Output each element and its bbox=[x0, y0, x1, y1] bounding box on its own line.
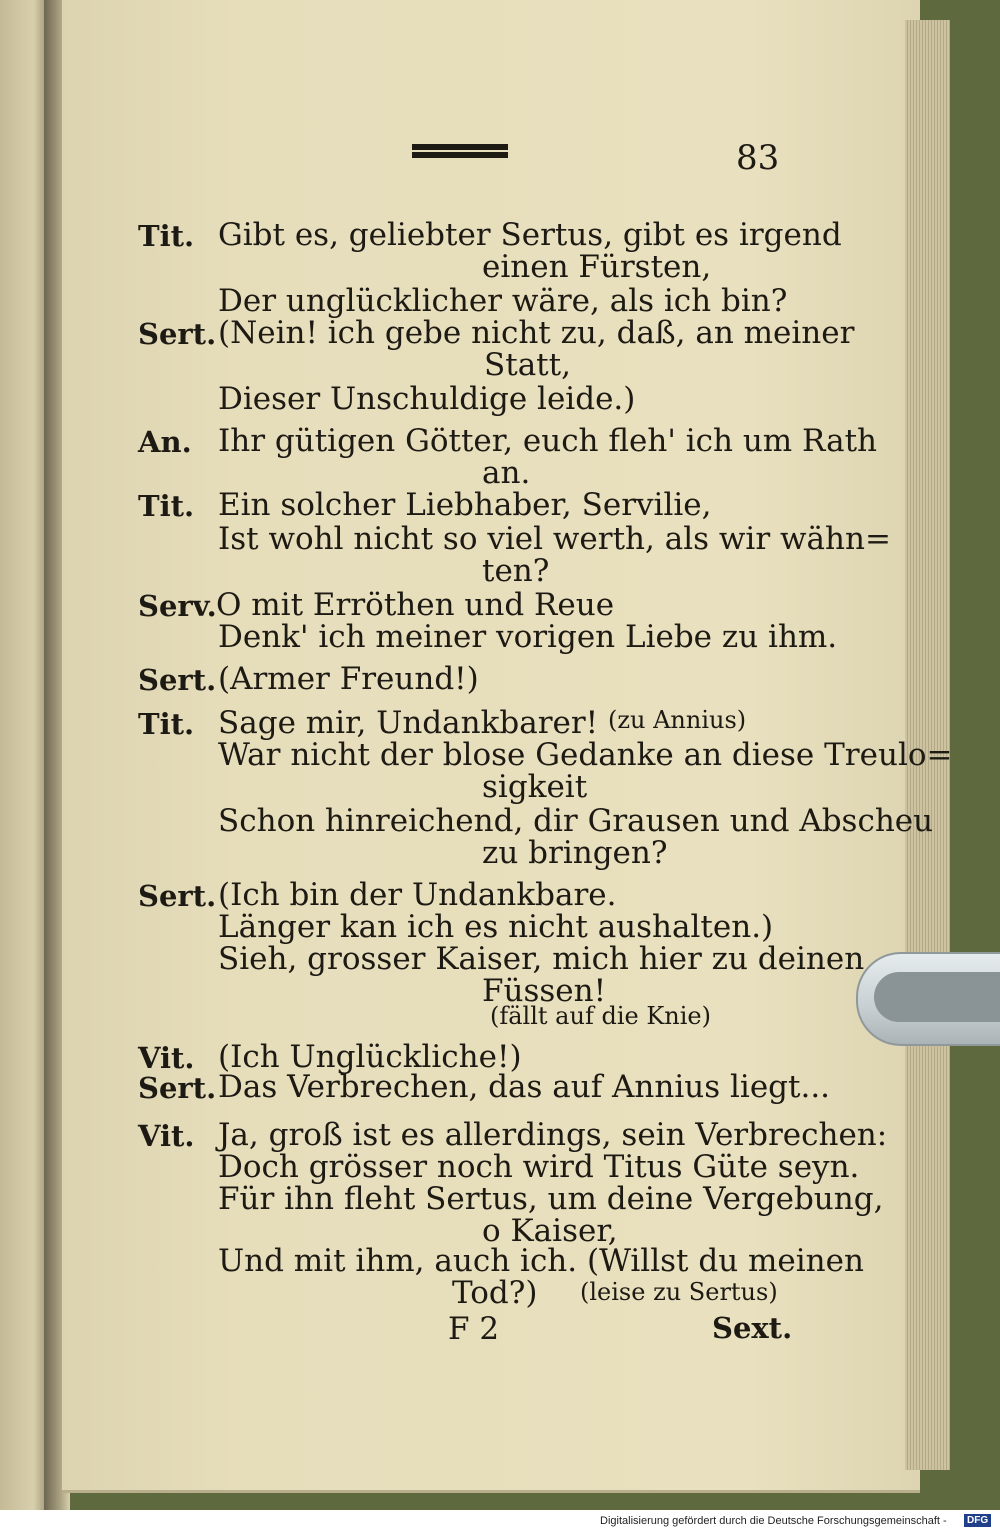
text-line: Sage mir, Undankbarer! bbox=[218, 705, 599, 741]
text-line: sigkeit bbox=[482, 769, 588, 805]
text-line: Der unglücklicher wäre, als ich bin? bbox=[218, 283, 788, 319]
signature-mark: F 2 bbox=[448, 1311, 500, 1347]
text-line: (Nein! ich gebe nicht zu, daß, an meiner bbox=[218, 315, 855, 351]
text-line: o Kaiser, bbox=[482, 1213, 618, 1249]
text-line: (Ich Unglückliche!) bbox=[218, 1039, 522, 1075]
text-line: Ist wohl nicht so viel werth, als wir wähn= bbox=[218, 521, 891, 557]
text-line: Schon hinreichend, dir Grausen und Abscheu bbox=[218, 803, 934, 839]
text-line: Länger kan ich es nicht aushalten.) bbox=[218, 909, 774, 945]
speaker: Tit. bbox=[138, 489, 195, 523]
text-line: Statt, bbox=[484, 347, 571, 383]
text-line: Dieser Unschuldige leide.) bbox=[218, 381, 636, 417]
text-line: Ein solcher Liebhaber, Servilie, bbox=[218, 487, 712, 523]
text-line: Ihr gütigen Götter, euch fleh' ich um Rath bbox=[218, 423, 878, 459]
text-line: Gibt es, geliebter Sertus, gibt es irgend bbox=[218, 217, 842, 253]
text-line: Füssen! bbox=[482, 973, 607, 1009]
text-line: Das Verbrechen, das auf Annius liegt... bbox=[218, 1069, 831, 1105]
text-line: Doch grösser noch wird Titus Güte seyn. bbox=[218, 1149, 860, 1185]
page-clip-holder bbox=[856, 952, 1000, 1046]
text-line: (Armer Freund!) bbox=[218, 661, 479, 697]
left-page-edge bbox=[0, 0, 48, 1510]
page-number: 83 bbox=[736, 138, 780, 178]
digitization-credit: Digitalisierung gefördert durch die Deutsche Forschungsgemeinschaft - bbox=[600, 1515, 947, 1527]
text-line: Denk' ich meiner vorigen Liebe zu ihm. bbox=[218, 619, 838, 655]
text-line: Ja, groß ist es allerdings, sein Verbrechen: bbox=[218, 1117, 888, 1153]
text-line: War nicht der blose Gedanke an diese Treulo= bbox=[218, 737, 953, 773]
dfg-logo: DFG bbox=[964, 1514, 991, 1527]
text-line: einen Fürsten, bbox=[482, 249, 712, 285]
text-line: Sieh, grosser Kaiser, mich hier zu deinen bbox=[218, 941, 865, 977]
stage-direction: (fällt auf die Knie) bbox=[490, 1002, 711, 1030]
text-line: zu bringen? bbox=[482, 835, 668, 871]
speaker: Sert. bbox=[138, 879, 217, 913]
text-line: (Ich bin der Undankbare. bbox=[218, 877, 617, 913]
stage-direction: (leise zu Sertus) bbox=[580, 1278, 778, 1306]
speaker: Tit. bbox=[138, 707, 195, 741]
clip-inner bbox=[874, 972, 1000, 1022]
catchword: Sext. bbox=[712, 1311, 793, 1345]
text-line: Für ihn fleht Sertus, um deine Vergebung, bbox=[218, 1181, 884, 1217]
text-line: Tod?) bbox=[452, 1275, 538, 1311]
text-line: O mit Erröthen und Reue bbox=[216, 587, 615, 623]
stage-direction: (zu Annius) bbox=[608, 706, 747, 734]
speaker: Tit. bbox=[138, 219, 195, 253]
speaker: An. bbox=[138, 425, 192, 459]
header-ornament-rule bbox=[412, 144, 508, 158]
speaker: Sert. bbox=[138, 317, 217, 351]
text-line: ten? bbox=[482, 553, 550, 589]
speaker: Sert. bbox=[138, 663, 217, 697]
speaker: Sert. bbox=[138, 1071, 217, 1105]
text-line: Und mit ihm, auch ich. (Willst du meinen bbox=[218, 1243, 864, 1279]
speaker: Vit. bbox=[138, 1119, 195, 1153]
speaker: Serv. bbox=[138, 589, 217, 623]
text-line: an. bbox=[482, 455, 531, 491]
speaker: Vit. bbox=[138, 1041, 195, 1075]
